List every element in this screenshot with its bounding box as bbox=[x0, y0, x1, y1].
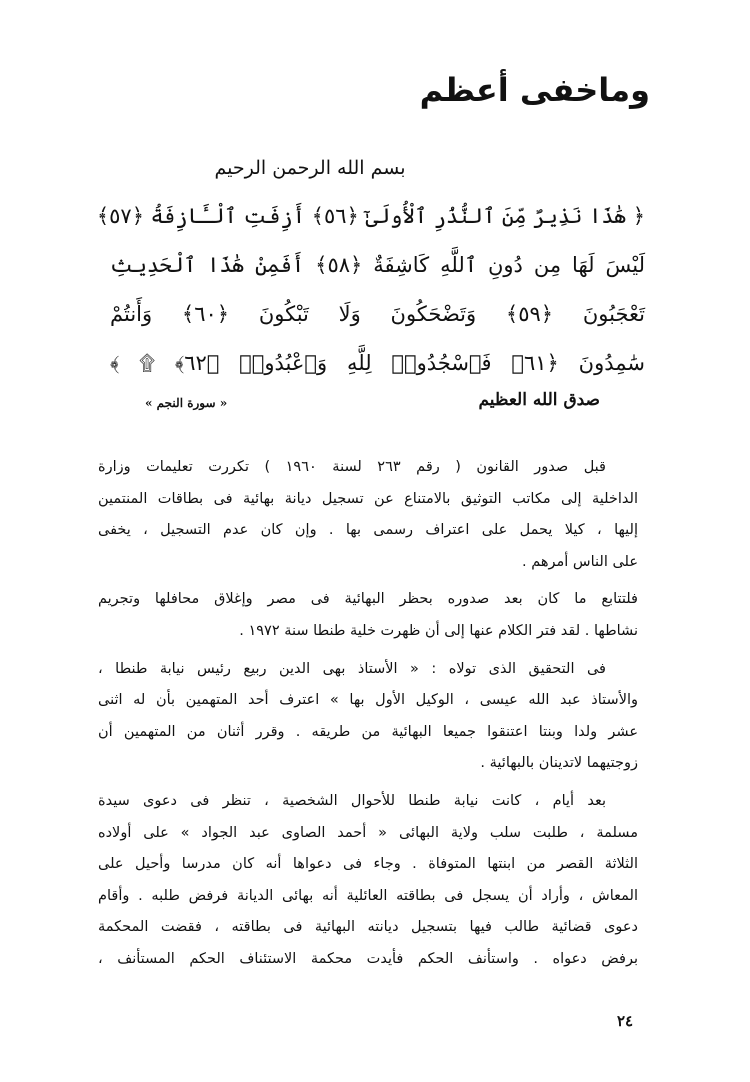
text-line: الثلاثة القصر من ابنتها المتوفاة . وجاء فى دعواها أنه كان مدرسا وأحيل على bbox=[98, 856, 638, 873]
text-line: مسلمة ، طلبت سلب ولاية البهائى « أحمد الصاوى عبد الجواد » على أولاده bbox=[98, 824, 638, 841]
quran-verses bbox=[96, 192, 645, 388]
text-line: قبل صدور القانون ( رقم ٢٦٣ لسنة ١٩٦٠ ) تكررت تعليمات وزارة bbox=[98, 459, 606, 475]
verse-line: لَيْسَ لَهَا مِن دُونِ ٱللَّهِ كَاشِفَةٌ ﴿٥٨﴾ أَفَمِنْ هَٰذَا ٱلْحَدِيثِ bbox=[110, 253, 645, 277]
page-number: ٢٤ bbox=[616, 1012, 634, 1030]
text-line: بعد أيام ، كانت نيابة طنطا للأحوال الشخصية ، تنظر فى دعوى سيدة bbox=[98, 792, 606, 809]
text-line: زوجتيهما لاتدينان بالبهائية . bbox=[480, 755, 638, 772]
chapter-title: وماخفى أعظم bbox=[419, 71, 650, 109]
verse-line: سَٰمِدُونَ ﴿٦١﴾ فَٱسْجُدُوا۟ لِلَّهِ وَٱعْبُدُوا۟ ﴿٦٢﴾ ۩ ﴾ bbox=[110, 351, 645, 375]
bismillah-calligraphy: بسم الله الرحمن الرحيم bbox=[214, 157, 406, 179]
text-line: والأستاذ عبد الله عيسى ، الوكيل الأول بها » اعترف أحد المتهمين بأن له اثنى bbox=[98, 692, 638, 709]
text-line: المعاش ، وأراد أن يسجل فى بطاقته العائلية أنه بهائى الديانة فرفض طلبه . وأقام bbox=[98, 887, 638, 904]
sadaq-allah: صدق الله العظيم bbox=[478, 390, 600, 410]
verse-line: تَعْجَبُونَ ﴿٥٩﴾ وَتَضْحَكُونَ وَلَا تَبْكُونَ ﴿٦٠﴾ وَأَنتُمْ bbox=[110, 302, 645, 326]
text-line: برفض دعواه . واستأنف الحكم فأيدت محكمة الاستئناف الحكم المستأنف ، bbox=[98, 950, 638, 967]
paragraph bbox=[98, 654, 638, 780]
surah-name: « سورة النجم » bbox=[145, 396, 228, 410]
text-line: دعوى قضائية طالب فيها بتسجيل ديانته البهائية فى بطاقته ، فقضت المحكمة bbox=[98, 919, 638, 936]
text-line: نشاطها . لقد فتر الكلام عنها إلى أن ظهرت خلية طنطا سنة ١٩٧٢ . bbox=[239, 622, 638, 639]
text-line: عشر ولدا وبنتا اعتنقوا جميعا البهائية من طريقه . وقرر أثنان من المتهمين أن bbox=[98, 723, 638, 740]
text-line: الداخلية إلى مكاتب التوثيق بالامتناع عن تسجيل ديانة بهائية فى بطاقات المنتمين bbox=[98, 490, 638, 507]
paragraph bbox=[98, 584, 638, 647]
paragraph bbox=[98, 786, 638, 976]
text-line: على الناس أمرهم . bbox=[521, 553, 638, 570]
verse-line: ﴿ هَٰذَا نَذِيرٌ مِّنَ ٱلنُّذُرِ ٱلْأُولَىٰٓ ﴿٥٦﴾ أَزِفَتِ ٱلْـَٔازِفَةُ ﴿٥٧﴾ bbox=[96, 204, 645, 228]
paragraph bbox=[98, 452, 638, 578]
body-text bbox=[98, 452, 638, 982]
verse-attribution bbox=[100, 390, 600, 424]
text-line: فى التحقيق الذى تولاه : « الأستاذ بهى الدين ربيع رئيس نيابة طنطا ، bbox=[98, 660, 606, 677]
text-line: إليها ، كيلا يحمل على اعتراف رسمى بها . وإن كان عدم التسجيل ، يخفى bbox=[98, 522, 638, 539]
text-line: فلتتابع ما كان بعد صدوره بحظر البهائية فى مصر وإغلاق محافلها وتجريم bbox=[98, 591, 638, 608]
